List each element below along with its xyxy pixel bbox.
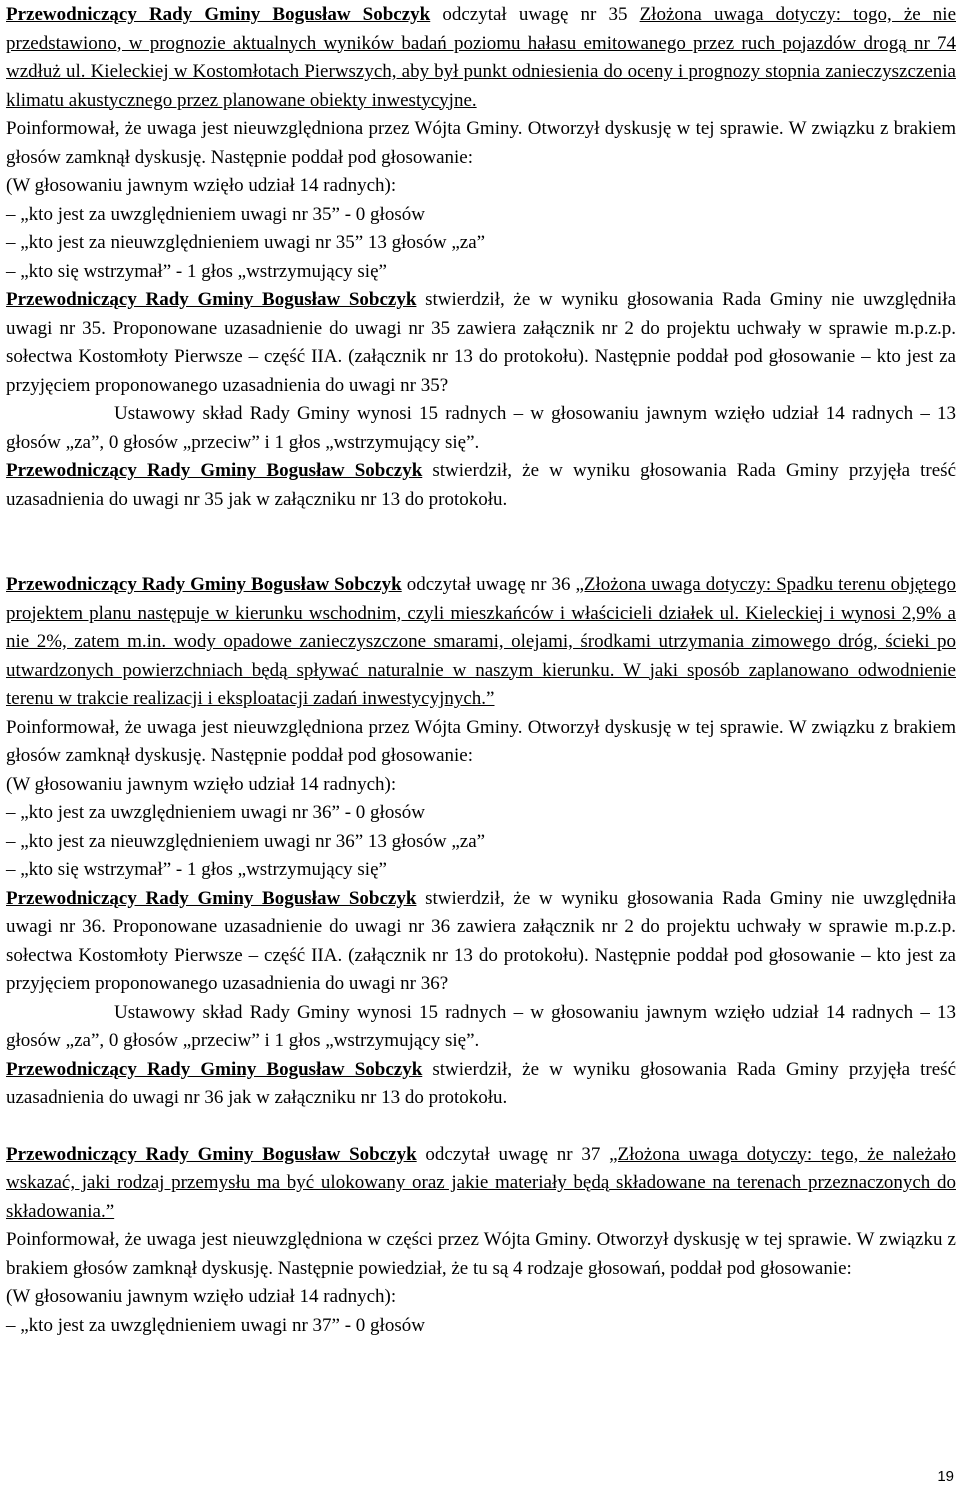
speaker-name: Przewodniczący Rady Gminy Bogusław Sobczyk — [6, 4, 431, 25]
remark-36-conclusion-text: stwierdził, że w wyniku głosowania Rada Gminy przyjęła treść uzasadnienia do uwagi nr 36 jak w załączniku nr 13 do protokołu. — [6, 1058, 957, 1108]
remark-36-conclusion — [6, 1056, 956, 1113]
remark-35-intro: odczytał uwagę nr 35 — [430, 4, 640, 25]
remark-35-vote-intro: (W głosowaniu jawnym wzięło udział 14 radnych): — [6, 175, 397, 196]
remark-37-vote-for: – „kto jest za uwzględnieniem uwagi nr 37” - 0 głosów — [6, 1314, 425, 1336]
speaker-name: Przewodniczący Rady Gminy Bogusław Sobczyk — [6, 574, 402, 595]
remark-35-vote-for: – „kto jest za uwzględnieniem uwagi nr 35” - 0 głosów — [6, 203, 425, 225]
remark-35-vote-abstain: – „kto się wstrzymał” - 1 głos „wstrzymujący się” — [6, 260, 387, 282]
remark-35-conclusion-text: stwierdził, że w wyniku głosowania Rada Gminy przyjęła treść uzasadnienia do uwagi nr 35 jak w załączniku nr 13 do protokołu. — [6, 460, 957, 510]
page-number: 19 — [937, 1468, 954, 1485]
remark-36-result-text: stwierdził, że w wyniku głosowania Rada Gminy nie uwzględniła uwagi nr 36. Proponowane uzasadnienie do uwagi nr 36 zawiera załącznik nr 2 do projektu uchwały w sprawie m.p.z.p. sołectwa Kostomłoty Pierwsze – część IIA. (załącznik nr 13 do protokołu). Następnie poddał pod głosowanie – kto jest za przyjęciem proponowanego uzasadnienia do uwagi nr 36? — [6, 887, 956, 994]
remark-36-vote-abstain: – „kto się wstrzymał” - 1 głos „wstrzymujący się” — [6, 859, 387, 880]
remark-36-vote-for: – „kto jest za uwzględnieniem uwagi nr 36” - 0 głosów — [6, 802, 425, 823]
speaker-name: Przewodniczący Rady Gminy Bogusław Sobczyk — [6, 460, 423, 481]
remark-35-info: Poinformował, że uwaga jest nieuwzględniona przez Wójta Gminy. Otworzył dyskusję w tej sprawie. W związku z brakiem głosów zamknął dyskusję. Następnie poddał pod głosowanie: — [6, 118, 956, 168]
remark-37-intro: odczytał uwagę nr 37 — [416, 1143, 610, 1165]
remark-36-vote-intro: (W głosowaniu jawnym wzięło udział 14 radnych): — [6, 773, 397, 795]
remark-37-text: „Złożona uwaga dotyczy: tego, że należało wskazać, jaki rodzaj przemysłu ma być ulokowany oraz jakie materiały będą składowane na terenach przeznaczonych do składowania.” — [6, 1143, 956, 1222]
remark-35-result — [6, 286, 956, 400]
remark-36-result — [6, 885, 956, 999]
remark-36-tally: Ustawowy skład Rady Gminy wynosi 15 radnych – w głosowaniu jawnym wzięło udział 14 radnych – 13 głosów „za”, 0 głosów „przeciw” i 1 głos „wstrzymujący się”. — [6, 1001, 956, 1051]
section-spacer — [6, 514, 956, 571]
remark-35-tally: Ustawowy skład Rady Gminy wynosi 15 radnych – w głosowaniu jawnym wzięło udział 14 radnych – 13 głosów „za”, 0 głosów „przeciw” i 1 głos „wstrzymujący się”. — [6, 403, 956, 453]
remark-35-conclusion — [6, 457, 956, 514]
remark-37-info: Poinformował, że uwaga jest nieuwzględniona w części przez Wójta Gminy. Otworzył dyskusję w tej sprawie. W związku z brakiem głosów zamknął dyskusję. Następnie powiedział, że tu są 4 rodzaje głosowań, poddał pod głosowanie: — [6, 1229, 956, 1279]
document-page — [6, 1, 956, 1340]
remark-36-intro: odczytał uwagę nr 36 — [401, 574, 576, 595]
remark-35-result-text: stwierdził, że w wyniku głosowania Rada Gminy nie uwzględniła uwagi nr 35. Proponowane uzasadnienie do uwagi nr 35 zawiera załącznik nr 2 do projektu uchwały w sprawie m.p.z.p. sołectwa Kostomłoty Pierwsze – część IIA. (załącznik nr 13 do protokołu). Następnie poddał pod głosowanie – kto jest za przyjęciem proponowanego uzasadnienia do uwagi nr 35? — [6, 289, 956, 396]
speaker-name: Przewodniczący Rady Gminy Bogusław Sobczyk — [6, 1058, 423, 1080]
remark-35-text: Złożona uwaga dotyczy: togo, że nie przedstawiono, w prognozie aktualnych wyników badań poziomu hałasu emitowanego przez ruch pojazdów drogą nr 74 wzdłuż ul. Kieleckiej w Kostomłotach Pierwszych, aby był punkt odniesienia do oceny i prognozy stopnia zanieczyszczenia klimatu akustycznego przez planowane obiekty inwestycyjne. — [6, 4, 957, 111]
remark-36-text: „Złożona uwaga dotyczy: Spadku terenu objętego projektem planu następuje w kierunku wschodnim, czyli mieszkańców i właścicieli działek ul. Kieleckiej i wynosi 2,9% a nie 2%, zatem m.in. wody opadowe zanieczyszczone smarami, olejami, środkami utrzymania zimowego dróg, ścieki po utwardzonych powierzchniach będą spływać naturalnie w naszym kierunku. W jaki sposób zaplanowano odwodnienie terenu w trakcie realizacji i eksploatacji zadań inwestycyjnych.” — [6, 574, 956, 709]
remark-35-paragraph — [6, 1, 956, 115]
remark-35-vote-against: – „kto jest za nieuwzględnieniem uwagi nr 35” 13 głosów „za” — [6, 232, 486, 253]
remark-37-vote-intro: (W głosowaniu jawnym wzięło udział 14 radnych): — [6, 1286, 397, 1307]
section-spacer — [6, 1113, 956, 1141]
remark-36-paragraph — [6, 571, 956, 714]
speaker-name: Przewodniczący Rady Gminy Bogusław Sobczyk — [6, 289, 417, 310]
remark-36-info: Poinformował, że uwaga jest nieuwzględniona przez Wójta Gminy. Otworzył dyskusję w tej sprawie. W związku z brakiem głosów zamknął dyskusję. Następnie poddał pod głosowanie: — [6, 716, 956, 766]
speaker-name: Przewodniczący Rady Gminy Bogusław Sobczyk — [6, 887, 417, 909]
remark-36-vote-against: – „kto jest za nieuwzględnieniem uwagi nr 36” 13 głosów „za” — [6, 830, 486, 852]
remark-37-paragraph — [6, 1141, 956, 1227]
speaker-name: Przewodniczący Rady Gminy Bogusław Sobczyk — [6, 1143, 417, 1165]
